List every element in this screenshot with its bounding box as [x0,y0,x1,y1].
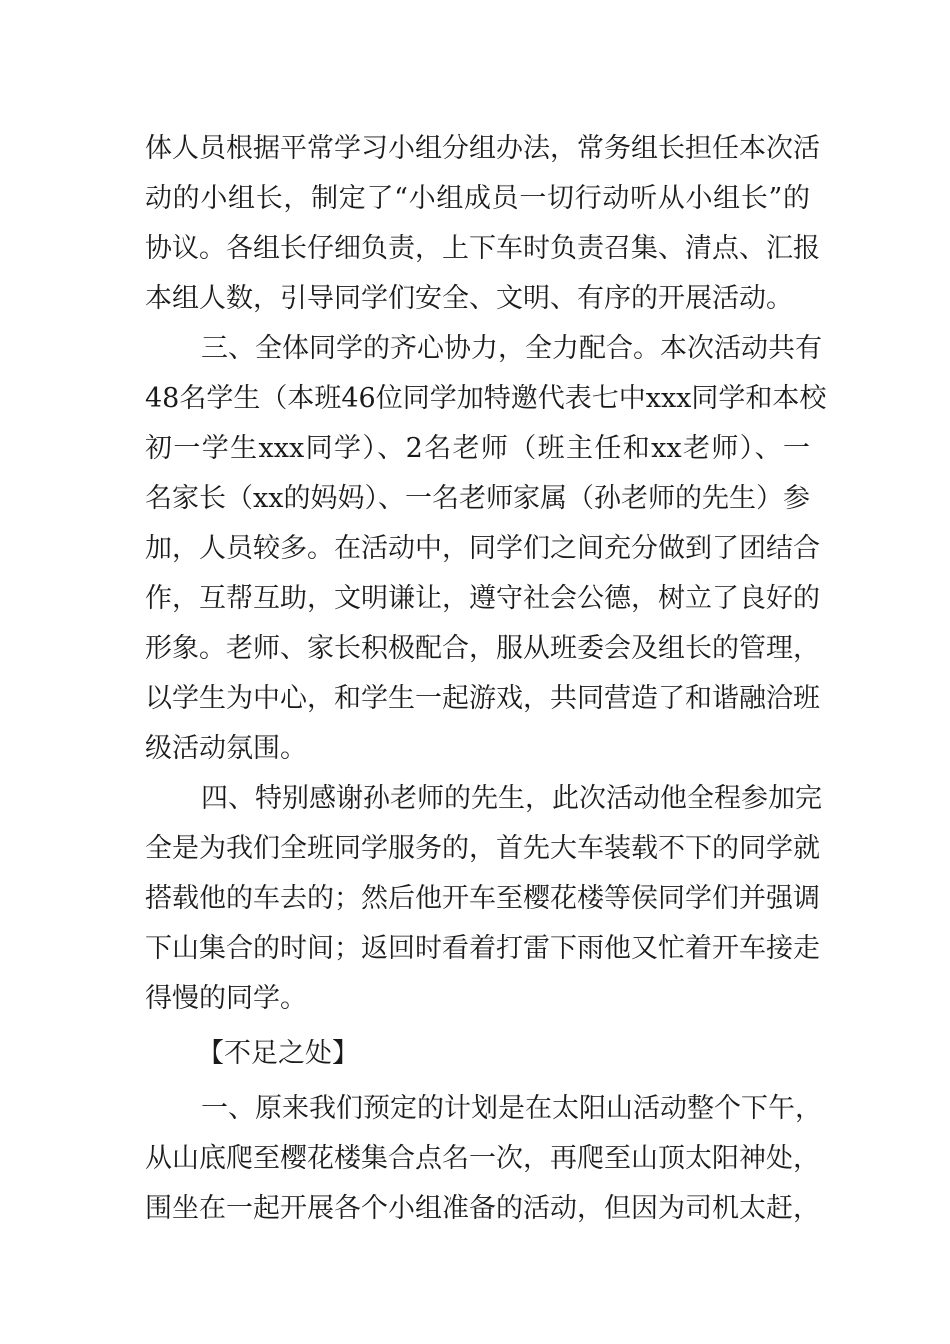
text-line: 作，互帮互助，文明谦让，遵守社会公德，树立了良好的 [145,583,820,614]
text-line: 体人员根据平常学习小组分组办法，常务组长担任本次活 [145,133,820,164]
text-line: 得慢的同学。 [145,983,307,1014]
paragraph-point-three [145,324,827,774]
text-line: 三、全体同学的齐心协力，全力配合。本次活动共有 [201,333,822,364]
paragraph-point-four [145,774,822,1024]
paragraph-shortcoming-one [145,1084,822,1234]
text-line: 动的小组长，制定了“小组成员一切行动听从小组长”的 [145,183,810,214]
text-line: 形象。老师、家长积极配合，服从班委会及组长的管理， [145,633,820,664]
text-line: 一、原来我们预定的计划是在太阳山活动整个下午， [201,1093,822,1124]
section-heading: 【不足之处】 [197,1038,359,1069]
text-line: 搭载他的车去的；然后他开车至樱花楼等侯同学们并强调 [145,883,820,914]
section-heading-shortcomings [145,1029,810,1079]
text-line: 从山底爬至樱花楼集合点名一次，再爬至山顶太阳神处， [145,1143,820,1174]
text-line: 本组人数，引导同学们安全、文明、有序的开展活动。 [145,283,793,314]
paragraph-group-leaders [145,124,820,324]
text-line: 48名学生（本班46位同学加特邀代表七中xxx同学和本校 [145,383,827,414]
text-line: 协议。各组长仔细负责，上下车时负责召集、清点、汇报 [145,233,820,264]
text-line: 全是为我们全班同学服务的，首先大车装载不下的同学就 [145,833,820,864]
text-line: 下山集合的时间；返回时看着打雷下雨他又忙着开车接走 [145,933,820,964]
text-line: 初一学生xxx同学）、2名老师（班主任和xx老师）、一 [145,433,810,464]
text-line: 名家长（xx的妈妈）、一名老师家属（孙老师的先生）参 [145,483,810,514]
text-line: 四、特别感谢孙老师的先生，此次活动他全程参加完 [201,783,822,814]
text-line: 围坐在一起开展各个小组准备的活动，但因为司机太赶， [145,1193,820,1224]
text-line: 加，人员较多。在活动中，同学们之间充分做到了团结合 [145,533,820,564]
text-line: 以学生为中心，和学生一起游戏，共同营造了和谐融洽班 [145,683,820,714]
text-line: 级活动氛围。 [145,733,307,764]
document-body [145,124,827,1234]
